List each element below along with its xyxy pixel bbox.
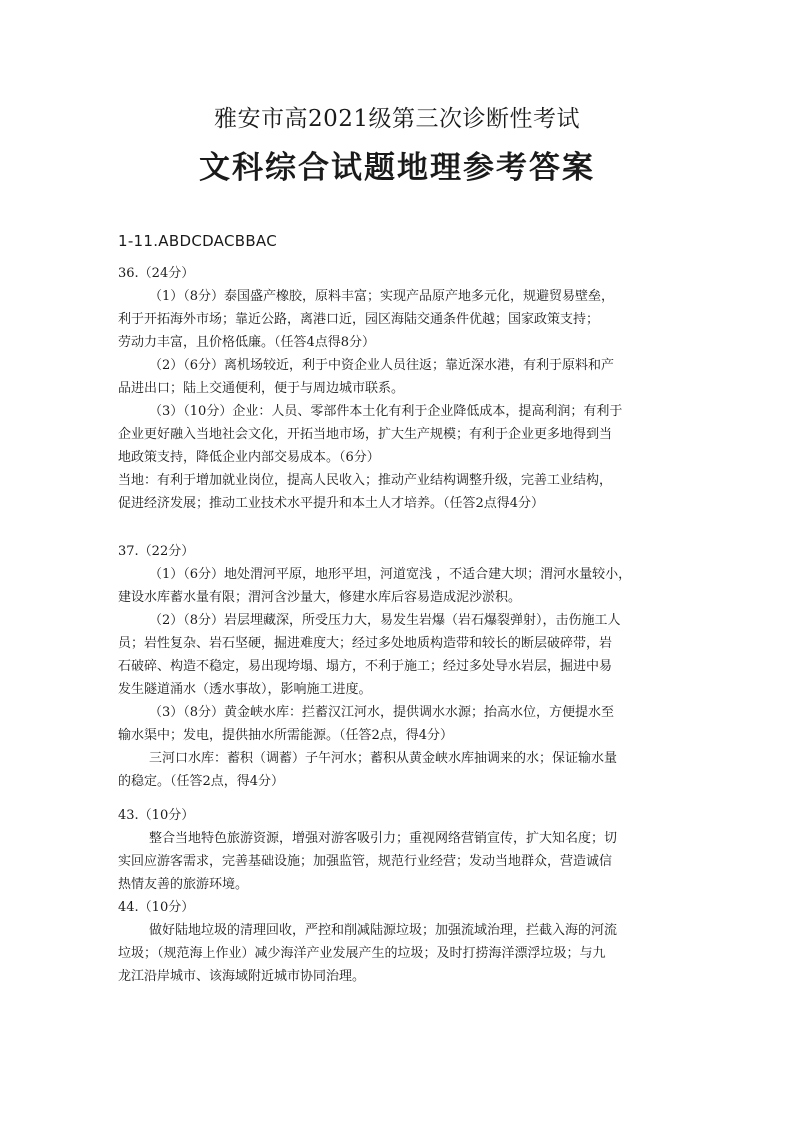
question-43 bbox=[118, 804, 678, 896]
answer-line: 地政策支持，降低企业内部交易成本。（6分） bbox=[118, 450, 380, 465]
question-37 bbox=[118, 540, 678, 793]
answer-line: 热情友善的旅游环境。 bbox=[118, 877, 249, 892]
answer-line: （3）（10分）企业：人员、零部件本土化有利于企业降低成本，提高利润；有利于 bbox=[149, 404, 623, 419]
question-36-header: 36.（24分） bbox=[118, 266, 195, 281]
question-43-header: 43.（10分） bbox=[118, 808, 195, 823]
answer-line: 的稳定。（任答2点，得4分） bbox=[118, 774, 285, 789]
answer-line: 建设水库蓄水量有限；渭河含沙量大，修建水库后容易造成泥沙淤积。 bbox=[118, 590, 522, 605]
answer-line: 企业更好融入当地社会文化，开拓当地市场，扩大生产规模；有利于企业更多地得到当 bbox=[118, 427, 613, 442]
answer-line: （2）（6分）离机场较近，利于中资企业人员往返；靠近深水港，有利于原料和产 bbox=[149, 358, 615, 373]
answer-line: （1）（8分）泰国盛产橡胶，原料丰富；实现产品原产地多元化，规避贸易壁垒， bbox=[149, 289, 615, 304]
answer-line: 三河口水库：蓄积（调蓄）子午河水；蓄积从黄金峡水库抽调来的水；保证输水量 bbox=[149, 751, 618, 766]
exam-title: 雅安市高2021级第三次诊断性考试 bbox=[213, 106, 581, 132]
answer-line: 促进经济发展；推动工业技术水平提升和本土人才培养。（任答2点得4分） bbox=[118, 496, 545, 511]
answer-line: 利于开拓海外市场；靠近公路，离港口近，园区海陆交通条件优越；国家政策支持； bbox=[118, 312, 600, 327]
answer-line: 品进出口；陆上交通便利，便于与周边城市联系。 bbox=[118, 381, 405, 396]
answer-line: 龙江沿岸城市、该海域附近城市协同治理。 bbox=[118, 969, 366, 984]
answer-line: 输水渠中；发电，提供抽水所需能源。（任答2点，得4分） bbox=[118, 728, 454, 743]
answer-line: 整合当地特色旅游资源，增强对游客吸引力；重视网络营销宣传，扩大知名度；切 bbox=[149, 831, 618, 846]
answer-line: 发生隧道涌水（透水事故），影响施工进度。 bbox=[118, 682, 372, 697]
answer-line: 垃圾；（规范海上作业）减少海洋产业发展产生的垃圾；及时打捞海洋漂浮垃圾；与九 bbox=[118, 946, 606, 961]
answer-key-title: 文科综合试题地理参考答案 bbox=[199, 150, 595, 186]
answer-line: （2）（8分）岩层埋藏深，所受压力大，易发生岩爆（岩石爆裂弹射），击伤施工人 bbox=[149, 613, 621, 628]
answer-line: （1）（6分）地处渭河平原，地形平坦，河道宽浅 ，不适合建大坝；渭河水量较小， bbox=[149, 567, 632, 582]
question-44 bbox=[118, 896, 678, 988]
question-44-header: 44.（10分） bbox=[118, 900, 195, 915]
answer-line: 石破碎、构造不稳定，易出现垮塌、塌方，不利于施工；经过多处导水岩层，掘进中易 bbox=[118, 659, 613, 674]
answer-line: 劳动力丰富，且价格低廉。（任答4点得8分） bbox=[118, 335, 376, 350]
answer-line: 实回应游客需求，完善基础设施；加强监管，规范行业经营；发动当地群众，营造诚信 bbox=[118, 854, 613, 869]
answer-line: 当地：有利于增加就业岗位，提高人民收入；推动产业结构调整升级，完善工业结构， bbox=[118, 473, 613, 488]
answer-line: （3）（8分）黄金峡水库：拦蓄汉江河水，提供调水水源；抬高水位，方便提水至 bbox=[149, 705, 615, 720]
answer-line: 员；岩性复杂、岩石坚硬，掘进难度大；经过多处地质构造带和较长的断层破碎带，岩 bbox=[118, 636, 613, 651]
answer-line: 做好陆地垃圾的清理回收，严控和削减陆源垃圾；加强流域治理，拦截入海的河流 bbox=[149, 923, 618, 938]
question-37-header: 37.（22分） bbox=[118, 544, 195, 559]
multiple-choice-answers: 1-11.ABDCDACBBAC bbox=[118, 232, 277, 250]
question-36 bbox=[118, 262, 678, 515]
